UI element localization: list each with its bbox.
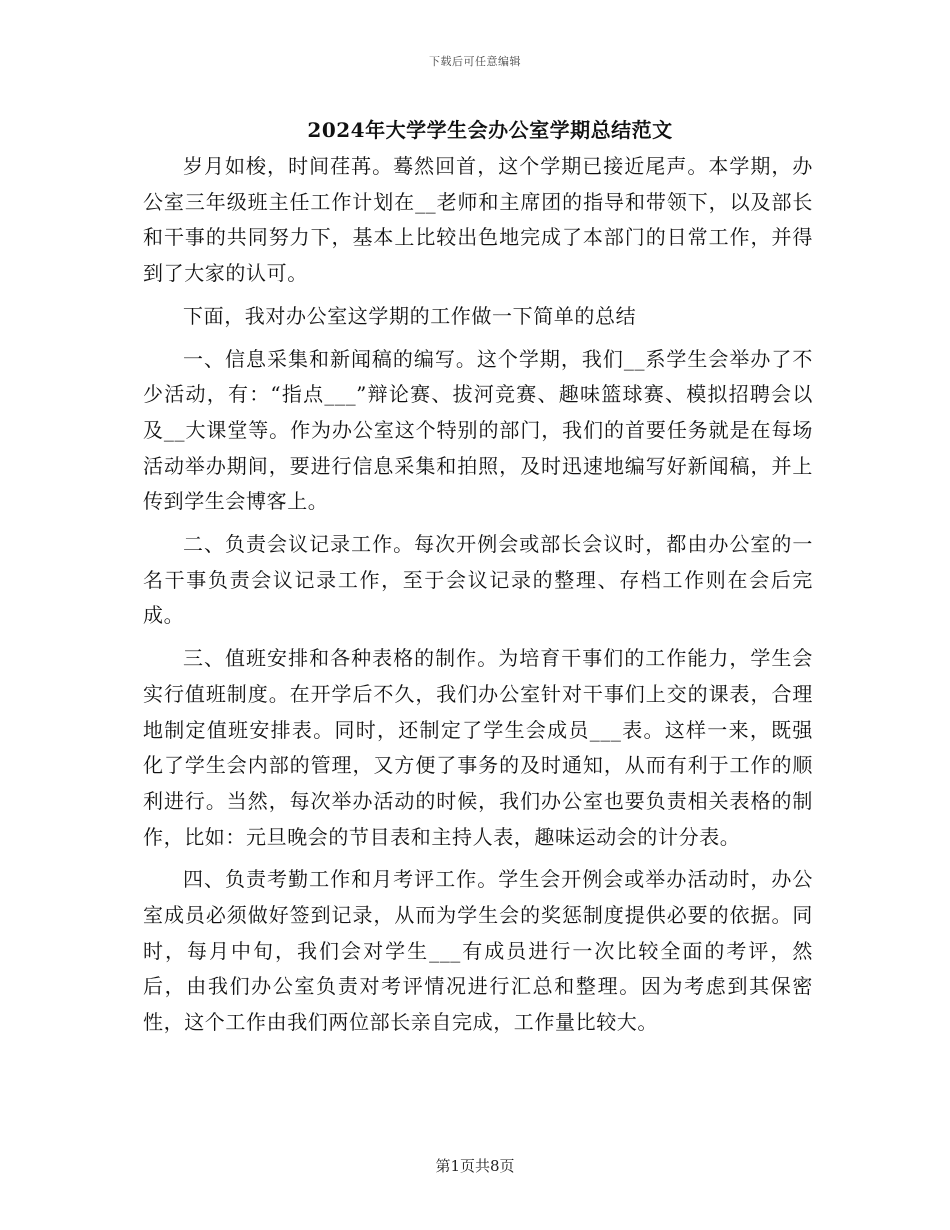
page-number-indicator: 第1页共8页: [435, 1157, 515, 1175]
document-title: 2024年大学学生会办公室学期总结范文: [307, 118, 673, 142]
paragraph-section-4: 四、负责考勤工作和月考评工作。学生会开例会或举办活动时，办公室成员必须做好签到记录，从而为学生会的奖惩制度提供必要的依据。同时，每月中旬，我们会对学生___有成员进行一次比较全面的考评，然后，由我们办公室负责对考评情况进行汇总和整理。因为考虑到其保密性，这个工作由我们两位部长亲自完成，工作量比较大。: [143, 867, 813, 1035]
paragraph-intro: 岁月如梭，时间荏苒。蓦然回首，这个学期已接近尾声。本学期，办公室三年级班主任工作计划在__老师和主席团的指导和带领下，以及部长和干事的共同努力下，基本上比较出色地完成了本部门的日常工作，并得到了大家的认可。: [143, 154, 813, 286]
paragraph-section-2: 二、负责会议记录工作。每次开例会或部长会议时，都由办公室的一名干事负责会议记录工作，至于会议记录的整理、存档工作则在会后完成。: [143, 532, 813, 628]
page-header-note: 下载后可任意编辑: [429, 55, 521, 68]
paragraph-summary-lead: 下面，我对办公室这学期的工作做一下简单的总结: [183, 303, 637, 328]
paragraph-section-3: 三、值班安排和各种表格的制作。为培育干事们的工作能力，学生会实行值班制度。在开学后不久，我们办公室针对干事们上交的课表，合理地制定值班安排表。同时，还制定了学生会成员___表。这样一来，既强化了学生会内部的管理，又方便了事务的及时通知，从而有利于工作的顺利进行。当然，每次举办活动的时候，我们办公室也要负责相关表格的制作，比如：元旦晚会的节目表和主持人表，趣味运动会的计分表。: [143, 646, 813, 849]
paragraph-section-1: 一、信息采集和新闻稿的编写。这个学期，我们__系学生会举办了不少活动，有：“指点___”辩论赛、拔河竞赛、趣味篮球赛、模拟招聘会以及__大课堂等。作为办公室这个特别的部门，我们的首要任务就是在每场活动举办期间，要进行信息采集和拍照，及时迅速地编写好新闻稿，并上传到学生会博客上。: [143, 346, 813, 514]
document-body: [143, 149, 813, 1048]
